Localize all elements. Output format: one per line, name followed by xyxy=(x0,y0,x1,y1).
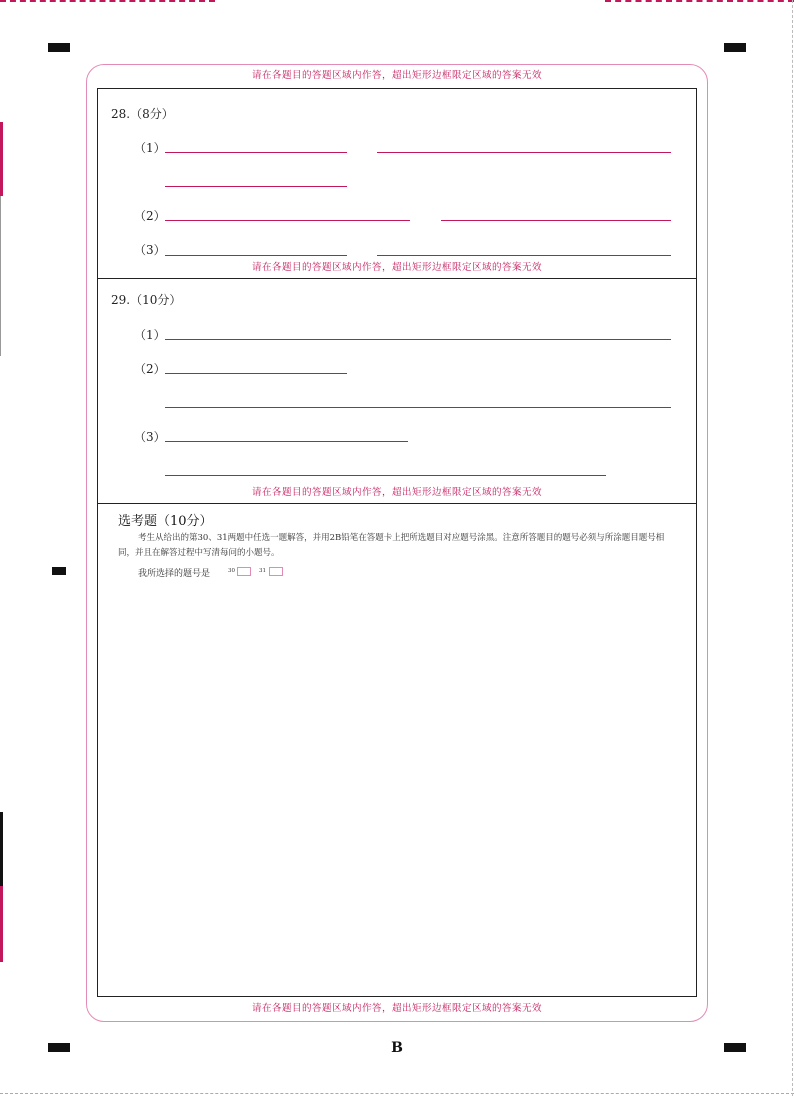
registration-mark-middle-left xyxy=(52,567,66,575)
elective-instruction: 考生从给出的第30、31两题中任选一题解答，并用2B铅笔在答题卡上把所选题目对应题号涂黑。注意所答题目的题号必须与所涂题目题号相同，并且在解答过程中写清每问的小题号。 xyxy=(118,533,665,558)
right-dashed-border xyxy=(792,0,793,1096)
top-dashed-border-left xyxy=(0,0,215,2)
section-divider-29-elective xyxy=(97,503,697,504)
left-edge-line xyxy=(0,196,1,356)
registration-mark-bottom-right xyxy=(724,1043,746,1052)
notice-text-after-28: 请在各题目的答题区域内作答，超出矩形边框限定区域的答案无效 xyxy=(251,262,542,273)
option-31-bubble[interactable] xyxy=(269,567,283,576)
q28-part-2-answer-line-b[interactable] xyxy=(441,220,671,221)
option-30-number: 30 xyxy=(228,568,235,574)
option-30-bubble[interactable] xyxy=(237,567,251,576)
q28-title: 28.（8分） xyxy=(111,107,174,121)
option-31-number: 31 xyxy=(259,568,266,574)
q28-part-2-label: （2） xyxy=(134,209,166,223)
registration-mark-top-right xyxy=(724,43,746,52)
top-dashed-border-right xyxy=(605,0,794,2)
bottom-dashed-border xyxy=(0,1093,794,1094)
q29-part-1-label: （1） xyxy=(134,328,166,342)
elective-title: 选考题（10分） xyxy=(118,514,213,529)
notice-text-bottom: 请在各题目的答题区域内作答，超出矩形边框限定区域的答案无效 xyxy=(251,1003,542,1014)
q29-title: 29.（10分） xyxy=(111,293,182,307)
q28-part-3-answer-line-a[interactable] xyxy=(165,255,347,256)
q28-part-3-label: （3） xyxy=(134,243,166,257)
registration-mark-top-left xyxy=(48,43,70,52)
q28-part-2-answer-line-a[interactable] xyxy=(165,220,410,221)
registration-mark-bottom-left xyxy=(48,1043,70,1052)
q28-part-3-answer-line-b[interactable] xyxy=(377,255,671,256)
q29-part-3-answer-line-a[interactable] xyxy=(165,441,408,442)
notice-text-top: 请在各题目的答题区域内作答，超出矩形边框限定区域的答案无效 xyxy=(251,70,542,81)
left-edge-bar-pink-top xyxy=(0,122,3,196)
q29-part-1-answer-line[interactable] xyxy=(165,339,671,340)
q28-part-1-label: （1） xyxy=(134,141,166,155)
q29-part-3-label: （3） xyxy=(134,430,166,444)
page-letter: B xyxy=(391,1040,403,1056)
q28-part-1-answer-line-a[interactable] xyxy=(165,152,347,153)
q29-part-2-answer-line-b[interactable] xyxy=(165,407,671,408)
q29-part-2-label: （2） xyxy=(134,362,166,376)
q29-part-2-answer-line-a[interactable] xyxy=(165,373,347,374)
notice-text-after-29: 请在各题目的答题区域内作答，超出矩形边框限定区域的答案无效 xyxy=(251,487,542,498)
section-divider-28-29 xyxy=(97,278,697,279)
q29-part-3-answer-line-b[interactable] xyxy=(165,475,606,476)
left-edge-bar-pink-bottom xyxy=(0,886,3,962)
q28-part-1-answer-line-b[interactable] xyxy=(377,152,671,153)
choose-question-label: 我所选择的题号是 xyxy=(138,569,211,579)
left-edge-bar-black xyxy=(0,812,3,886)
q28-part-1-answer-line-c[interactable] xyxy=(165,186,347,187)
